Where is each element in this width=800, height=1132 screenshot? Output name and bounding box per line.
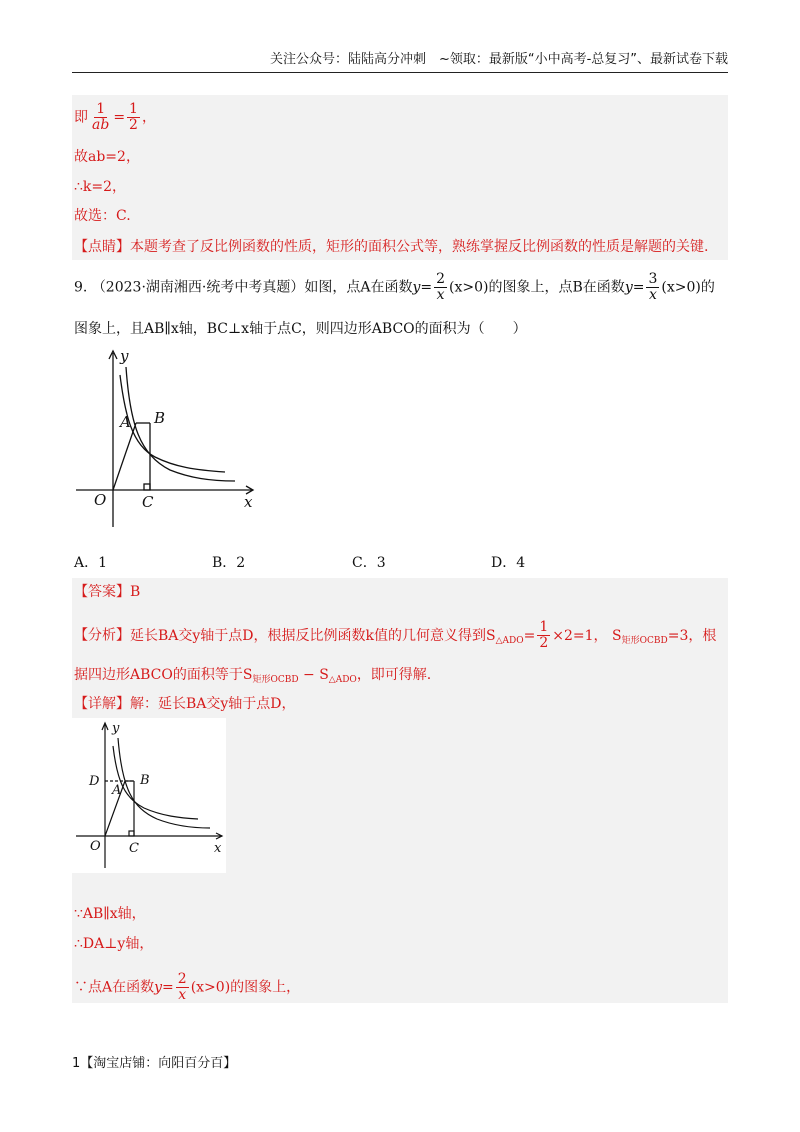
tip-label: 【点睛】 (74, 239, 130, 255)
detail-figure (72, 718, 226, 873)
page-footer: 1【淘宝店铺：向阳百分百】 (72, 1056, 237, 1071)
fig1-C-label: C (142, 493, 154, 511)
detail-line: 【详解】解：延长BA交y轴于点D， (74, 696, 296, 712)
fig2-C-label: C (129, 841, 139, 856)
prev-line-1: 即 $\frac{1}{ab}$ = $\frac{1}{2}$ ， (74, 101, 156, 133)
prev-line-2: 故ab=2， (74, 149, 140, 165)
fig1-O-label: O (94, 491, 107, 509)
option-d: D．4 (491, 555, 526, 571)
fig2-D-label: D (89, 774, 100, 789)
tip-text: 本题考查了反比例函数的性质，矩形的面积公式等，熟练掌握反比例函数的性质是解题的关键. (130, 239, 709, 255)
option-a: A．1 (74, 555, 108, 571)
fig1-B-label: B (154, 409, 166, 427)
question-line-1: 9. （2023·湖南湘西·统考中考真题）如图，点A在函数y= $\frac{2}{x}$ (x>0)的图象上，点B在函数y= $\frac{3}{x}$ (x>0)的 (74, 271, 715, 303)
page-header: 关注公众号：陆陆高分冲刺 ~领取：最新版“小中高考-总复习”、最新试卷下载 (72, 50, 728, 73)
fig2-O-label: O (90, 839, 101, 854)
fig2-A-label: A (112, 783, 122, 798)
question-line-2: 图象上，且AB∥x轴，BC⊥x轴于点C，则四边形ABCO的面积为（ ） (74, 321, 527, 337)
detail-line-2: ∴DA⊥y轴， (74, 936, 154, 952)
detail-line-1: ∵AB∥x轴， (74, 906, 146, 922)
detail-line-3: ∵点A在函数y= $\frac{2}{x}$ (x>0)的图象上， (74, 971, 301, 1003)
option-b: B．2 (212, 555, 246, 571)
fig2-x-label: x (214, 841, 222, 856)
fig2-B-label: B (140, 773, 150, 788)
fig1-x-label: x (244, 493, 253, 511)
analysis-line-1: 【分析】延长BA交y轴于点D，根据反比例函数k值的几何意义得到$S_{\triangle ADO}=$ $\frac{1}{2}$ ×2=1， $S_{矩形OCBD}=3$，根 (74, 619, 717, 651)
fig2-y-label: y (112, 721, 120, 736)
fig1-y-label: y (120, 347, 129, 365)
tip-line (74, 236, 708, 258)
prev-line-3: ∴k=2， (74, 179, 127, 195)
prev-line-4: 故选：C. (74, 208, 131, 224)
analysis-line-2: 据四边形ABCO的面积等于$S_{矩形OCBD} - S_{\triangle ADO}$，即可得解. (74, 667, 432, 685)
answer-line: 【答案】B (74, 584, 141, 600)
question-figure (70, 345, 260, 530)
option-c: C．3 (352, 555, 386, 571)
fig1-A-label: A (120, 413, 131, 431)
